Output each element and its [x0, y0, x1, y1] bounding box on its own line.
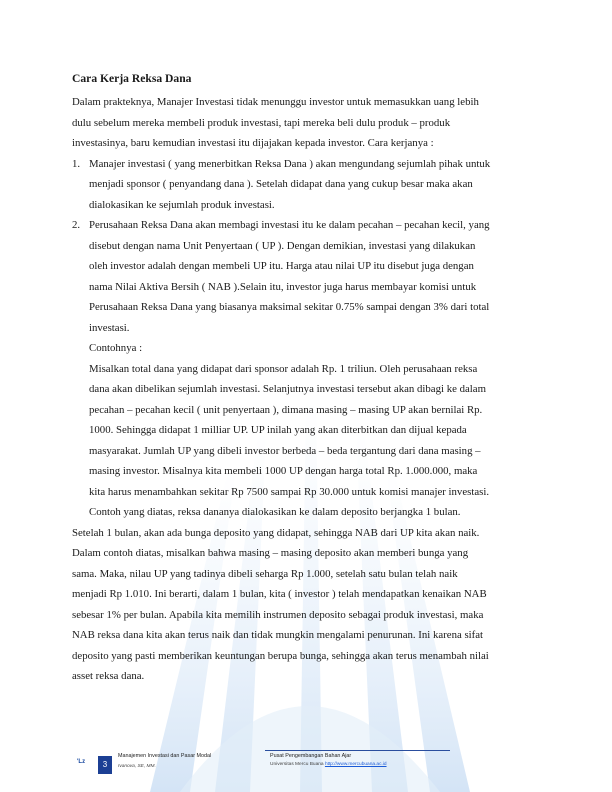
page-number: 3: [98, 756, 112, 774]
page-footer: [0, 748, 612, 792]
example-line: dana akan dibelikan sejumlah investasi. Selanjutnya investasi tersebut akan dibagi ke dalam: [89, 383, 486, 395]
closing-line: menjadi Rp 1.010. Ini berarti, dalam 1 bulan, kita ( investor ) telah mendapatkan kenaikan NAB: [72, 588, 487, 600]
example-close: Contoh yang diatas, reksa dananya dialokasikan ke dalam deposito berjangka 1 bulan.: [89, 506, 461, 518]
example-label: Contohnya :: [89, 342, 143, 354]
intro-line: Dalam prakteknya, Manajer Investasi tidak menunggu investor untuk memasukkan uang lebih: [72, 96, 479, 108]
closing-line: Dalam contoh diatas, misalkan bahwa masing – masing deposito akan memberi bunga yang: [72, 547, 469, 559]
list-item-2: [72, 215, 544, 236]
list-continuation: menjadi sponsor ( penyandang dana ). Setelah didapat dana yang cukup besar maka akan: [89, 178, 473, 190]
university-name: Universitas Mercu Buana: [270, 762, 324, 767]
list-text: Perusahaan Reksa Dana akan membagi investasi itu ke dalam pecahan – pecahan kecil, yang: [89, 219, 490, 231]
intro-line: investasinya, baru kemudian investasi itu dijajakan kepada investor. Cara kerjanya :: [72, 137, 434, 149]
list-continuation: nama Nilai Aktiva Bersih ( NAB ).Selain itu, investor juga harus membayar komisi untuk: [89, 280, 477, 293]
example-line: kita harus menambahkan sekitar Rp 7500 sampai Rp 30.000 untuk komisi manajer investasi.: [89, 485, 490, 498]
closing-line: sama. Maka, nilau UP yang tadinya dibeli seharga Rp 1.000, setelah satu bulan telah naik: [72, 567, 458, 580]
section-heading: Cara Kerja Reksa Dana: [72, 72, 192, 85]
intro-line: dulu sebelum mereka membeli produk investasi, tapi mereka beli dulu produk – produk: [72, 116, 451, 129]
author-name: Ivanova, SE, MM.: [118, 764, 156, 769]
closing-line: Setelah 1 bulan, akan ada bunga deposito yang didapat, sehingga NAB dari UP kita akan naik.: [72, 526, 480, 539]
closing-line: asset reksa dana.: [72, 670, 145, 682]
footer-logo: 'Lz: [77, 759, 86, 765]
list-continuation: oleh investor adalah dengan membeli UP itu. Harga atau nilai UP itu disebut juga dengan: [89, 260, 474, 272]
university-link[interactable]: http://www.mercubuana.ac.id: [324, 762, 387, 767]
list-item-1: [72, 154, 544, 175]
list-number: 1.: [72, 157, 81, 170]
example-line: masing investor. Misalnya kita membeli 1000 UP dengan harga total Rp. 1.000.000, maka: [89, 465, 478, 477]
footer-divider: [265, 750, 450, 751]
closing-line: deposito yang pasti memberikan keuntungan berupa bunga, sehingga akan terus menambah nilai: [72, 649, 489, 662]
closing-line: NAB reksa dana kita akan terus naik dan tidak mungkin mengalami penurunan. Ini karena sifat: [72, 629, 484, 641]
list-continuation: disebut dengan nama Unit Penyertaan ( UP ). Dengan demikian, investasi yang dilakukan: [89, 239, 476, 252]
document-body: [72, 66, 544, 687]
course-title: Manajemen Investasi dan Pasar Modal: [118, 753, 212, 759]
closing-line: sebesar 1% per bulan. Apabila kita memilih instrumen deposito sebagai produk investasi, maka: [72, 608, 484, 621]
list-text: Manajer investasi ( yang menerbitkan Reksa Dana ) akan mengundang sejumlah pihak untuk: [89, 157, 491, 170]
university-contact: [270, 762, 387, 767]
list-number: 2.: [72, 219, 81, 231]
list-continuation: investasi.: [89, 321, 130, 334]
example-line: masyarakat. Jumlah UP yang dibeli investor berbeda – beda tergantung dari dana masing –: [89, 444, 481, 457]
list-continuation: dialokasikan ke sejumlah produk investasi.: [89, 198, 275, 211]
example-line: pecahan – pecahan kecil ( unit penyertaan ), dimana masing – masing UP akan bernilai Rp.: [89, 403, 483, 416]
example-line: Misalkan total dana yang didapat dari sponsor adalah Rp. 1 triliun. Oleh perusahaan reksa: [89, 362, 478, 375]
list-continuation: Perusahaan Reksa Dana yang biasanya maksimal sekitar 0.75% sampai dengan 3% dari total: [89, 301, 490, 313]
center-name: Pusat Pengembangan Bahan Ajar: [270, 753, 352, 759]
example-line: 1000. Sehingga didapat 1 milliar UP. UP inilah yang akan diterbitkan dan dijual kepada: [89, 424, 467, 436]
